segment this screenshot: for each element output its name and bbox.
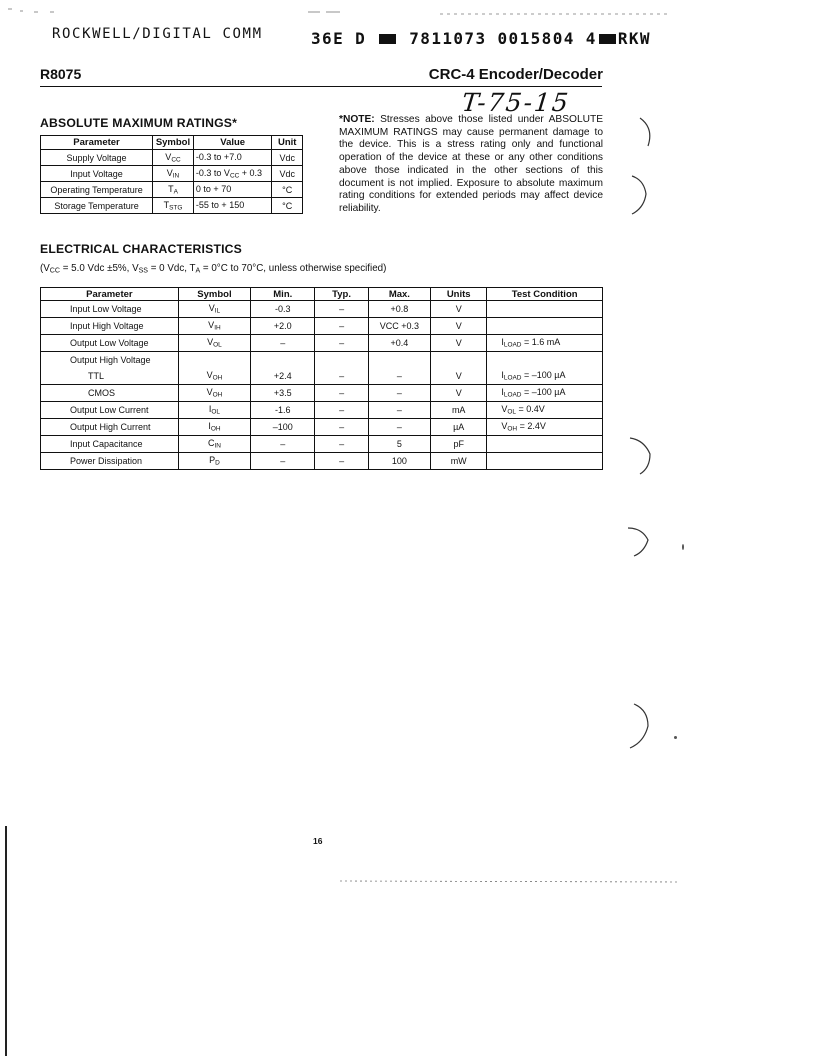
conditions-text: = 0°C to 70°C, unless otherwise specified) bbox=[200, 263, 387, 274]
test-text: V bbox=[501, 421, 508, 432]
conditions-subscript: CC bbox=[49, 267, 60, 275]
column-header: Parameter bbox=[41, 288, 179, 301]
typ-cell: – bbox=[315, 402, 368, 419]
units-cell: V bbox=[431, 318, 487, 335]
column-header: Max. bbox=[368, 288, 430, 301]
symbol-subscript: CC bbox=[171, 156, 181, 164]
table-row bbox=[41, 166, 303, 182]
table-row bbox=[41, 436, 603, 453]
part-number: R8075 bbox=[40, 66, 82, 82]
typ-cell: – bbox=[315, 436, 368, 453]
symbol-cell bbox=[153, 166, 194, 182]
page-number: 16 bbox=[313, 836, 323, 846]
note-label: *NOTE: bbox=[339, 114, 375, 125]
test-text: = –100 µA bbox=[521, 370, 566, 381]
parameter-cell: Supply Voltage bbox=[41, 150, 153, 166]
min-cell: +3.5 bbox=[251, 385, 315, 402]
symbol-text: V bbox=[208, 303, 215, 314]
test-condition-cell bbox=[487, 368, 603, 385]
table-row bbox=[41, 301, 603, 318]
symbol-cell bbox=[178, 419, 250, 436]
value-text: + 0.3 bbox=[239, 167, 263, 178]
column-header: Parameter bbox=[41, 136, 153, 150]
electrical-body bbox=[41, 301, 603, 470]
parameter-cell: Input Low Voltage bbox=[41, 301, 179, 318]
symbol-cell bbox=[153, 182, 194, 198]
units-cell: mA bbox=[431, 402, 487, 419]
units-cell: mW bbox=[431, 453, 487, 470]
scan-speck bbox=[674, 736, 677, 739]
test-condition-cell bbox=[487, 453, 603, 470]
min-cell: – bbox=[251, 436, 315, 453]
min-cell bbox=[251, 352, 315, 369]
test-subscript: LOAD bbox=[503, 374, 522, 382]
symbol-text: V bbox=[208, 320, 215, 331]
units-cell: V bbox=[431, 385, 487, 402]
symbol-text: I bbox=[208, 421, 211, 432]
max-cell: – bbox=[368, 402, 430, 419]
unit-cell: Vdc bbox=[272, 166, 303, 182]
symbol-cell bbox=[153, 150, 194, 166]
scan-speck bbox=[682, 544, 684, 550]
test-condition-cell bbox=[487, 352, 603, 369]
symbol-text: V bbox=[207, 337, 214, 348]
symbol-text: T bbox=[163, 199, 170, 210]
electrical-table bbox=[40, 287, 603, 470]
column-header: Symbol bbox=[178, 288, 250, 301]
symbol-cell bbox=[178, 453, 250, 470]
test-condition-cell bbox=[487, 385, 603, 402]
units-cell: pF bbox=[431, 436, 487, 453]
parameter-cell: Input Voltage bbox=[41, 166, 153, 182]
max-cell: VCC +0.3 bbox=[368, 318, 430, 335]
test-text: = 1.6 mA bbox=[521, 337, 561, 348]
parameter-cell: Input Capacitance bbox=[41, 436, 179, 453]
parameter-cell: Operating Temperature bbox=[41, 182, 153, 198]
ratings-note bbox=[339, 114, 603, 216]
column-header: Value bbox=[193, 136, 272, 150]
symbol-text: V bbox=[206, 387, 213, 398]
test-subscript: OL bbox=[507, 408, 516, 416]
max-cell: – bbox=[368, 368, 430, 385]
parameter-cell: Input High Voltage bbox=[41, 318, 179, 335]
conditions-text: = 5.0 Vdc ±5%, V bbox=[59, 263, 139, 274]
masthead-code-1: 36E D bbox=[311, 29, 367, 48]
symbol-subscript: STG bbox=[169, 204, 183, 212]
table-header-row bbox=[41, 288, 603, 301]
unit-cell: °C bbox=[272, 198, 303, 214]
redaction-block bbox=[599, 34, 616, 44]
parameter-cell: Output Low Current bbox=[41, 402, 179, 419]
symbol-subscript: OL bbox=[211, 408, 220, 416]
table-row bbox=[41, 182, 303, 198]
test-text: I bbox=[501, 387, 504, 398]
test-condition-cell bbox=[487, 318, 603, 335]
max-cell: 100 bbox=[368, 453, 430, 470]
symbol-cell bbox=[178, 301, 250, 318]
handwritten-annotation: T-75-15 bbox=[460, 88, 572, 117]
parameter-cell: Output High Voltage bbox=[41, 352, 179, 369]
conditions-text: (V bbox=[40, 263, 50, 274]
value-text: -0.3 to V bbox=[195, 167, 230, 178]
symbol-text: V bbox=[166, 167, 173, 178]
scan-bottom-dots bbox=[340, 878, 680, 884]
units-cell: V bbox=[431, 301, 487, 318]
min-cell: – bbox=[251, 453, 315, 470]
table-row bbox=[41, 150, 303, 166]
column-header: Symbol bbox=[153, 136, 194, 150]
symbol-cell bbox=[178, 335, 250, 352]
test-subscript: LOAD bbox=[503, 391, 522, 399]
value-text: -55 to + 150 bbox=[195, 199, 245, 210]
test-text: I bbox=[501, 370, 504, 381]
column-header: Min. bbox=[251, 288, 315, 301]
symbol-subscript: D bbox=[215, 459, 220, 467]
symbol-text: V bbox=[206, 370, 213, 381]
max-cell: 5 bbox=[368, 436, 430, 453]
scan-top-dashes bbox=[8, 6, 668, 16]
column-header: Units bbox=[431, 288, 487, 301]
parameter-cell: CMOS bbox=[41, 385, 179, 402]
unit-cell: Vdc bbox=[272, 150, 303, 166]
symbol-text: V bbox=[165, 151, 172, 162]
document-title: CRC-4 Encoder/Decoder bbox=[428, 66, 603, 83]
test-text: I bbox=[501, 337, 504, 348]
conditions-subscript: A bbox=[195, 267, 201, 275]
column-header: Typ. bbox=[315, 288, 368, 301]
electrical-conditions bbox=[40, 263, 386, 274]
absolute-max-table bbox=[40, 135, 303, 214]
note-text: Stresses above those listed under ABSOLUTE MAXIMUM RATINGS may cause permanent damage to the device. This is a stress rating only and functional operation of the device at these or any other conditions above those indicated in the other sections of this document is not implied. Exposure to absolute maximum rating conditions for extended periods may affect device reliability. bbox=[339, 114, 603, 214]
test-text: = 0.4V bbox=[516, 404, 545, 415]
table-row bbox=[41, 352, 603, 369]
symbol-subscript: OL bbox=[213, 341, 222, 349]
masthead-codes bbox=[311, 29, 651, 48]
conditions-text: = 0 Vdc, T bbox=[148, 263, 196, 274]
value-cell bbox=[193, 182, 272, 198]
parameter-cell: Storage Temperature bbox=[41, 198, 153, 214]
table-header-row bbox=[41, 136, 303, 150]
table-row bbox=[41, 402, 603, 419]
binder-hole-marks bbox=[610, 110, 670, 770]
table-row bbox=[41, 453, 603, 470]
parameter-cell: Output High Current bbox=[41, 419, 179, 436]
symbol-subscript: IN bbox=[214, 442, 221, 450]
conditions-subscript: SS bbox=[138, 267, 149, 275]
table-row bbox=[41, 368, 603, 385]
value-text: 0 to + 70 bbox=[195, 183, 232, 194]
value-text: -0.3 to +7.0 bbox=[195, 151, 242, 162]
max-cell: – bbox=[368, 419, 430, 436]
symbol-cell bbox=[153, 198, 194, 214]
symbol-cell bbox=[178, 385, 250, 402]
typ-cell: – bbox=[315, 301, 368, 318]
title-rule bbox=[40, 86, 602, 87]
column-header: Unit bbox=[272, 136, 303, 150]
symbol-cell bbox=[178, 402, 250, 419]
max-cell: – bbox=[368, 385, 430, 402]
typ-cell: – bbox=[315, 453, 368, 470]
test-condition-cell bbox=[487, 402, 603, 419]
test-text: = –100 µA bbox=[521, 387, 566, 398]
symbol-cell bbox=[178, 368, 250, 385]
test-condition-cell bbox=[487, 301, 603, 318]
symbol-text: T bbox=[168, 183, 174, 194]
typ-cell: – bbox=[315, 368, 368, 385]
test-subscript: OH bbox=[507, 425, 518, 433]
value-subscript: CC bbox=[229, 172, 240, 180]
unit-cell: °C bbox=[272, 182, 303, 198]
test-subscript: LOAD bbox=[503, 341, 522, 349]
symbol-cell bbox=[178, 318, 250, 335]
parameter-cell: Output Low Voltage bbox=[41, 335, 179, 352]
value-cell bbox=[193, 150, 272, 166]
min-cell: -0.3 bbox=[251, 301, 315, 318]
absolute-max-body bbox=[41, 150, 303, 214]
column-header: Test Condition bbox=[487, 288, 603, 301]
typ-cell: – bbox=[315, 335, 368, 352]
test-condition-cell bbox=[487, 419, 603, 436]
typ-cell bbox=[315, 352, 368, 369]
masthead-code-2: 7811073 0015804 4 bbox=[409, 29, 597, 48]
table-row bbox=[41, 318, 603, 335]
table-row bbox=[41, 385, 603, 402]
symbol-text: P bbox=[209, 455, 216, 466]
electrical-heading: ELECTRICAL CHARACTERISTICS bbox=[40, 242, 243, 256]
symbol-subscript: OH bbox=[212, 391, 223, 399]
symbol-text: C bbox=[207, 438, 215, 449]
test-condition-cell bbox=[487, 436, 603, 453]
table-row bbox=[41, 198, 303, 214]
value-cell bbox=[193, 198, 272, 214]
parameter-cell: Power Dissipation bbox=[41, 453, 179, 470]
redaction-block bbox=[379, 34, 396, 44]
min-cell: +2.0 bbox=[251, 318, 315, 335]
test-text: = 2.4V bbox=[517, 421, 546, 432]
typ-cell: – bbox=[315, 385, 368, 402]
value-cell bbox=[193, 166, 272, 182]
scan-margin-line bbox=[5, 826, 7, 1056]
parameter-cell: TTL bbox=[41, 368, 179, 385]
table-row bbox=[41, 419, 603, 436]
test-condition-cell bbox=[487, 335, 603, 352]
symbol-subscript: IL bbox=[214, 307, 221, 315]
units-cell: V bbox=[431, 368, 487, 385]
units-cell bbox=[431, 352, 487, 369]
min-cell: -1.6 bbox=[251, 402, 315, 419]
min-cell: – bbox=[251, 335, 315, 352]
symbol-subscript: IN bbox=[172, 172, 180, 180]
min-cell: –100 bbox=[251, 419, 315, 436]
masthead-company: ROCKWELL/DIGITAL COMM bbox=[52, 26, 263, 42]
units-cell: µA bbox=[431, 419, 487, 436]
min-cell: +2.4 bbox=[251, 368, 315, 385]
symbol-subscript: OH bbox=[212, 374, 223, 382]
absolute-max-heading: ABSOLUTE MAXIMUM RATINGS* bbox=[40, 116, 238, 130]
typ-cell: – bbox=[315, 419, 368, 436]
symbol-subscript: OH bbox=[210, 425, 221, 433]
symbol-cell bbox=[178, 352, 250, 369]
units-cell: V bbox=[431, 335, 487, 352]
test-text: V bbox=[501, 404, 508, 415]
masthead-code-3: RKW bbox=[617, 29, 651, 48]
max-cell bbox=[368, 352, 430, 369]
max-cell: +0.8 bbox=[368, 301, 430, 318]
symbol-text: I bbox=[208, 404, 212, 415]
max-cell: +0.4 bbox=[368, 335, 430, 352]
typ-cell: – bbox=[315, 318, 368, 335]
symbol-cell bbox=[178, 436, 250, 453]
symbol-subscript: IH bbox=[214, 324, 221, 332]
table-row bbox=[41, 335, 603, 352]
symbol-subscript: A bbox=[173, 188, 178, 196]
